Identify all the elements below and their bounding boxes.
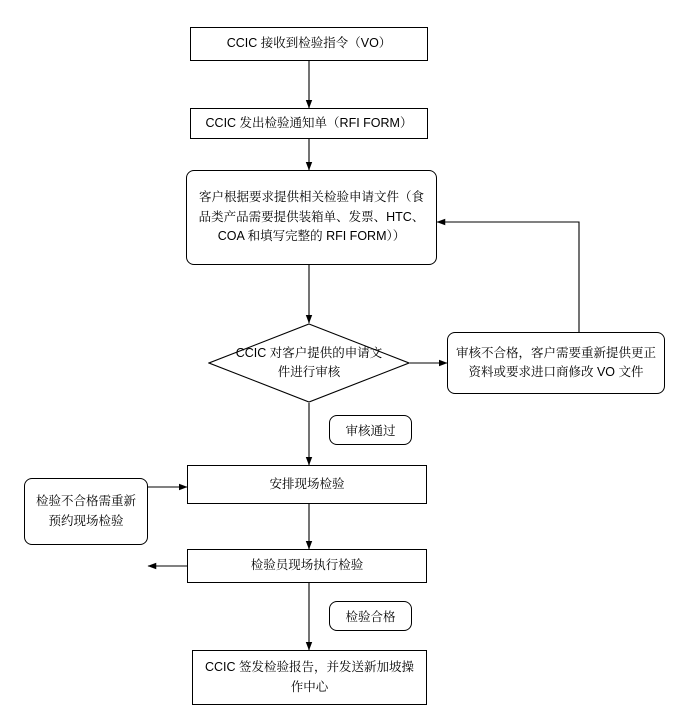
- node-label: CCIC 签发检验报告，并发送新加坡操作中心: [204, 660, 415, 694]
- node-review-failed-resubmit[interactable]: [447, 332, 665, 394]
- node-customer-provides-documents[interactable]: [186, 170, 437, 265]
- node-schedule-onsite-inspection[interactable]: [187, 465, 427, 504]
- node-inspector-performs-inspection[interactable]: [187, 549, 427, 583]
- node-label: CCIC 接收到检验指令（VO）: [226, 36, 392, 51]
- node-issue-rfi-form[interactable]: [190, 108, 428, 139]
- node-inspection-failed-rebook[interactable]: [24, 478, 148, 545]
- node-label: 客户根据要求提供相关检验申请文件（食品类产品需要提供装箱单、发票、HTC、COA 和填写完整的 RFI FORM））: [198, 190, 425, 244]
- connector-n5-n3: [437, 222, 579, 332]
- node-label: 审核不合格，客户需要重新提供更正资料或要求进口商修改 VO 文件: [456, 345, 657, 379]
- edge-label-inspection-passed: [329, 601, 412, 631]
- node-label: CCIC 对客户提供的申请文件进行审核: [235, 345, 383, 379]
- node-label: CCIC 发出检验通知单（RFI FORM）: [205, 115, 413, 130]
- edge-label-text: 审核通过: [345, 424, 396, 438]
- node-issue-report-send-singapore[interactable]: [192, 650, 427, 705]
- node-label: 检验不合格需重新预约现场检验: [35, 494, 136, 528]
- node-label: 安排现场检验: [269, 476, 345, 491]
- edge-label-review-passed: [329, 415, 412, 445]
- node-label: 检验员现场执行检验: [250, 558, 364, 573]
- node-document-review-decision[interactable]: [208, 323, 410, 403]
- node-receive-inspection-order[interactable]: [190, 27, 428, 61]
- edge-label-text: 检验合格: [345, 610, 396, 624]
